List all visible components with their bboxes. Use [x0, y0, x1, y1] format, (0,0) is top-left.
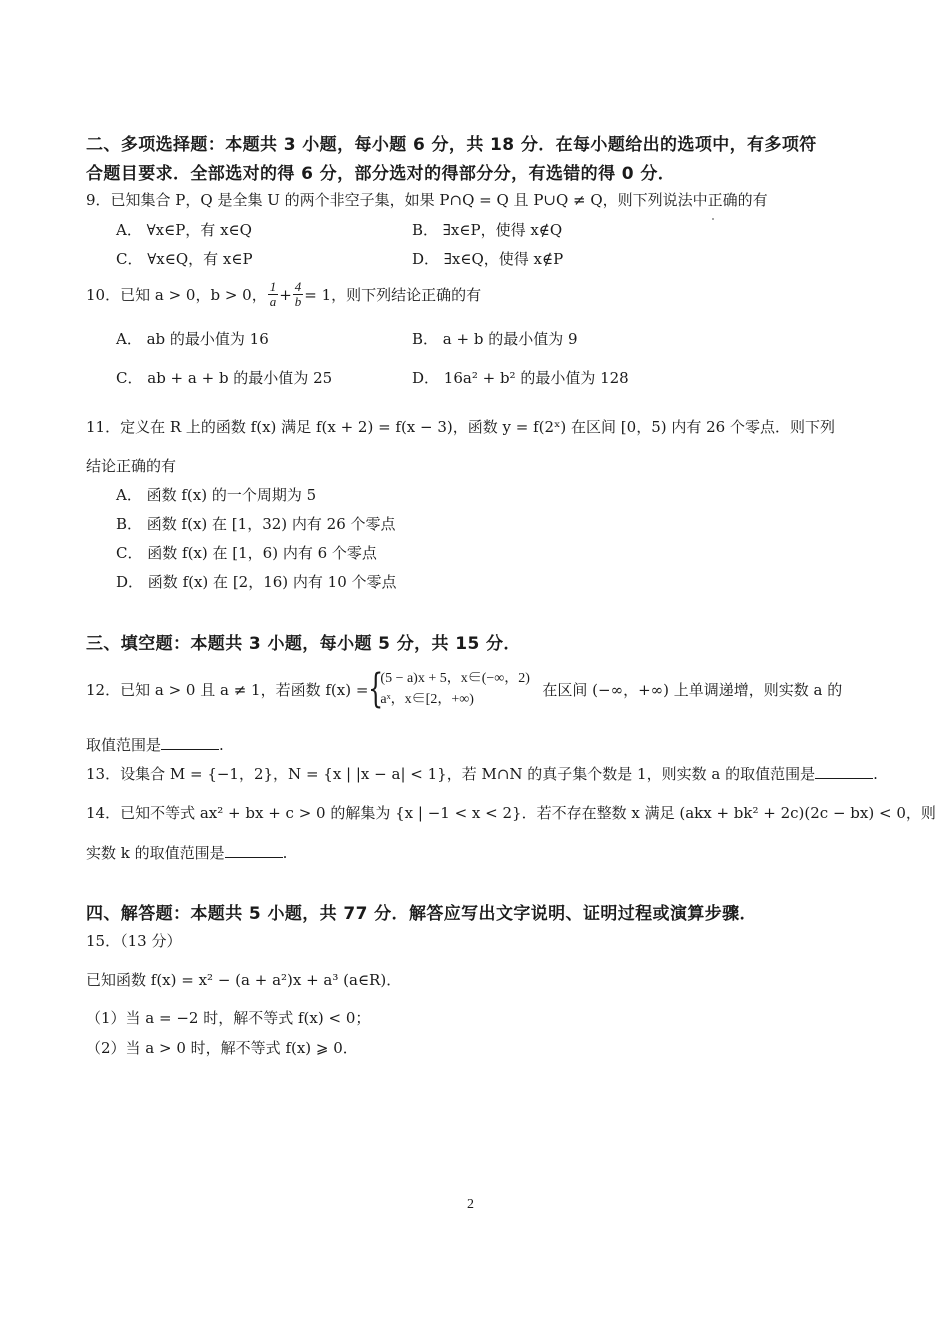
answer-blank-14	[225, 843, 283, 858]
left-brace: {	[368, 666, 384, 712]
question-11-option-d: D． 函数 f(x) 在 [2，16) 内有 10 个零点	[116, 573, 397, 591]
page-number: 2	[467, 1197, 474, 1212]
question-12-stem	[86, 668, 842, 710]
question-15-heading: 15．（13 分）	[86, 932, 182, 950]
question-10-suffix: = 1，则下列结论正确的有	[304, 286, 482, 304]
answer-blank-13	[815, 764, 873, 779]
question-14-line1: 14．已知不等式 ax² + bx + c > 0 的解集为 {x | −1 < x < 2}．若不存在整数 x 满足 (akx + bk² + 2c)(2c − bx) < 0，则	[86, 804, 936, 822]
section-4-heading: 四、解答题：本题共 5 小题，共 77 分．解答应写出文字说明、证明过程或演算步骤．	[86, 904, 757, 924]
piecewise-case-2: aˣ，x∈[2，+∞)	[380, 692, 474, 707]
question-9-stem: 9．已知集合 P，Q 是全集 U 的两个非空子集，如果 P∩Q = Q 且 P∪Q ≠ Q，则下列说法中正确的有	[86, 191, 768, 209]
section-2-heading-line1: 二、多项选择题：本题共 3 小题，每小题 6 分，共 18 分．在每小题给出的选项中，有多项符	[86, 135, 817, 155]
question-14-line2: 实数 k 的取值范围是 .	[86, 844, 288, 862]
fraction-1-denominator: a	[269, 294, 277, 309]
section-2-heading-line2: 合题目要求．全部选对的得 6 分，部分选对的得部分分，有选错的得 0 分．	[86, 164, 676, 184]
question-11-option-b: B． 函数 f(x) 在 [1，32) 内有 26 个零点	[116, 515, 396, 533]
question-10-prefix: 10．已知 a > 0，b > 0，	[86, 286, 267, 304]
question-9-option-d: D． ∃x∈Q，使得 x∉P	[412, 250, 564, 268]
piecewise-function	[368, 668, 542, 710]
question-9-option-b: B． ∃x∈P，使得 x∉Q	[412, 221, 563, 239]
question-12-prefix: 12．已知 a > 0 且 a ≠ 1，若函数 f(x) =	[86, 680, 369, 699]
question-15-part-1: （1）当 a = −2 时，解不等式 f(x) < 0；	[86, 1009, 371, 1027]
question-11-option-a: A． 函数 f(x) 的一个周期为 5	[116, 486, 317, 504]
question-12-suffix: 在区间 (−∞，+∞) 上单调递增，则实数 a 的	[542, 680, 843, 699]
question-13: 13．设集合 M = {−1，2}，N = {x | |x − a| < 1}，若 M∩N 的真子集个数是 1，则实数 a 的取值范围是 .	[86, 765, 878, 783]
question-13-text: 13．设集合 M = {−1，2}，N = {x | |x − a| < 1}，若 M∩N 的真子集个数是 1，则实数 a 的取值范围是	[86, 765, 816, 783]
fraction-four-over-b	[293, 280, 304, 309]
fraction-2-numerator: 4	[294, 279, 302, 294]
question-12-line2: 取值范围是 .	[86, 736, 224, 754]
question-15-stem: 已知函数 f(x) = x² − (a + a²)x + a³ (a∈R)．	[86, 971, 402, 989]
question-10-stem	[86, 280, 481, 309]
piecewise-case-1: (5 − a)x + 5，x∈(−∞，2)	[380, 671, 530, 686]
question-11-stem-line1: 11．定义在 R 上的函数 f(x) 满足 f(x + 2) = f(x − 3)，函数 y = f(2ˣ) 在区间 [0，5) 内有 26 个零点．则下列	[86, 418, 835, 436]
fraction-one-over-a	[268, 280, 279, 309]
question-11-option-c: C． 函数 f(x) 在 [1，6) 内有 6 个零点	[116, 544, 377, 562]
question-10-option-b: B． a + b 的最小值为 9	[412, 330, 578, 348]
question-9-option-c: C． ∀x∈Q，有 x∈P	[116, 250, 253, 268]
question-9-option-a: A． ∀x∈P，有 x∈Q	[116, 221, 252, 239]
plus-sign: +	[279, 285, 292, 304]
question-14-line2-text: 实数 k 的取值范围是	[86, 844, 225, 862]
question-10-option-d: D． 16a² + b² 的最小值为 128	[412, 369, 629, 387]
question-11-stem-line2: 结论正确的有	[86, 457, 177, 475]
piecewise-cases	[380, 668, 530, 710]
question-10-option-a: A． ab 的最小值为 16	[116, 330, 269, 348]
answer-blank-12	[161, 735, 219, 750]
question-15-part-2: （2）当 a > 0 时，解不等式 f(x) ⩾ 0．	[86, 1039, 358, 1057]
fraction-1-numerator: 1	[269, 279, 277, 294]
question-12-line2-text: 取值范围是	[86, 736, 162, 754]
scan-speck	[712, 218, 714, 220]
fraction-2-denominator: b	[294, 294, 302, 309]
question-10-option-c: C． ab + a + b 的最小值为 25	[116, 369, 333, 387]
section-3-heading: 三、填空题：本题共 3 小题，每小题 5 分，共 15 分．	[86, 634, 521, 654]
